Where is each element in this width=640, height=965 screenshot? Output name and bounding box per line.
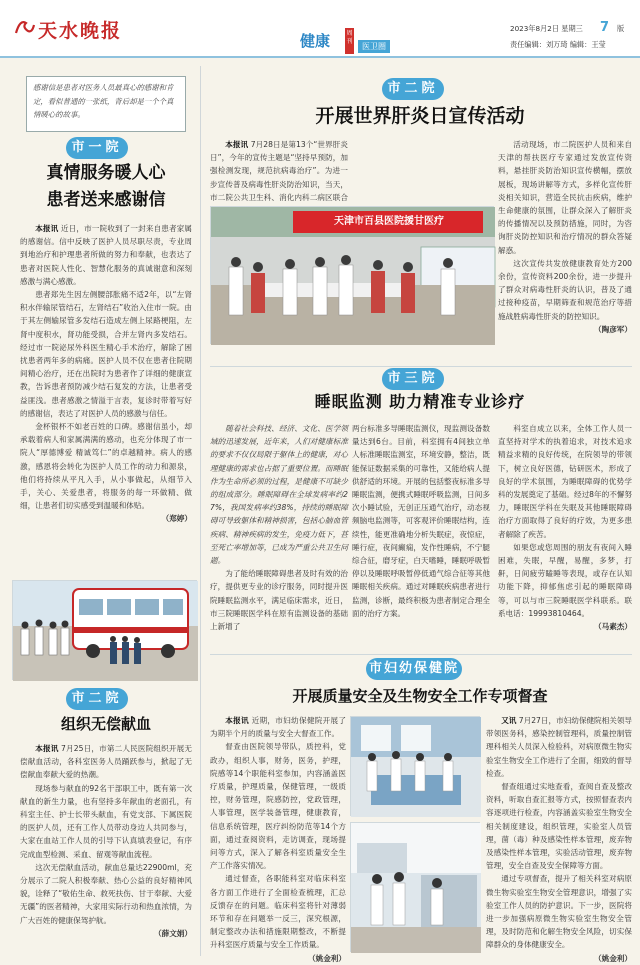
- story1-lead: 本报讯: [35, 224, 59, 233]
- story3-col3: [498, 138, 632, 370]
- story1-p1: 近日，市一院收到了一封来自患者家属的感谢信。信中反映了医护人员尽职尽责，专业周到地治疗和护理患者所做的努力和奉献，也表达了患者对医院人性化、智慧化服务的真诚谢意和深刻感激与满心感激。: [20, 224, 193, 286]
- story1-p3: 金杯银杯不如老百姓的口碑。感谢信虽小，却承载着病人和家属满满的感动，也充分体现了市一院人“厚德博爱 精诚笃仁”的卓越精神。病人的感激，感恩将会转化为医护人员工作的动力和源泉，他们将持续从平凡入手，从小事做起，从细节入手，关心、关爱患者，将服务的每一环做精、做细，让患者们切实感受到温暖和体贴。: [20, 422, 192, 511]
- story5-p4: 7月27日，市妇幼保健院相关领导带领医务科，感染控制管理科，质量控制管理科相关人员深入检验科，对病原微生物实验室生物安全工作进行了全面，细致的督导检查。: [486, 716, 633, 778]
- story3-col2: [352, 138, 490, 204]
- story2-photo: [12, 580, 197, 680]
- story5-photo-2: [350, 822, 480, 952]
- story1-kicker: 市一院: [66, 137, 128, 159]
- story2-kicker: 市二院: [66, 688, 128, 710]
- story4-p1: 为了能给睡眠障碍患者及时有效的治疗，提供更专业的诊疗服务，同时提升医院睡眠监测水平，满足临床需求，近日，市三院睡眠医学科在原有监测设备的基础上新增了: [210, 569, 348, 632]
- section-title: 健康: [300, 32, 331, 50]
- story2-headline: 组织无偿献血: [60, 715, 151, 733]
- weekly-badge: 周刊: [345, 28, 354, 54]
- story3-headline: 开展世界肝炎日宣传活动: [315, 105, 525, 127]
- story1-signature: （郑婷）: [161, 514, 192, 524]
- header-rule: [0, 56, 640, 58]
- issue-date: 2023年8月2日 星期三: [510, 24, 583, 33]
- story3-kicker: 市二院: [382, 78, 444, 100]
- story5-signature-2: （姚金利）: [594, 953, 632, 963]
- inspection-meeting-image: [351, 717, 481, 817]
- editor-credit: 责任编辑：刘万琦 编辑：王莹: [510, 40, 606, 49]
- story3-p2: 活动现场，市二院医护人员和来自天津的帮扶医疗专家通过发放宣传资料，悬挂肝炎防治知识宣传横幅，摆放展板，现场讲解等方式，多样化宣传肝炎相关知识，营造全民抗击疾病，维护生命健康的氛围，让群众深入了解肝炎的传播情况以及预防措施，同时，为咨询肝炎防控知识和治疗情况的群众答疑解惑。: [498, 140, 632, 255]
- story1-p2: 患者郑先生因左侧腰部胀痛不适2年，以“左肾积水伴输尿管结石，左肾结石”收治入住市一院。由于其左侧输尿管多发结石造成左侧上尿路梗阻，左肾中度积水，肾功能受损，合并左肾内多发结石。经过市一院泌尿外科医生精心手术治疗，解除了困扰患者两年多的病痛。医护人员不仅在患者住院期间精心治疗，还在出院时为患者作了详细的健康宣教，告诉患者预防减少结石复发的方法，让患者受益匪浅。患者感激之情溢于言表，复诊时带着写好的感谢信，表达了对医护人员的感激与信任。: [20, 290, 192, 418]
- blood-donation-bus-image: [13, 581, 198, 681]
- story1-body: [20, 222, 192, 560]
- story5-headline: 开展质量安全及生物安全工作专项督查: [292, 687, 548, 705]
- story2-signature: （薛文娟）: [154, 928, 192, 938]
- column-divider: [200, 66, 201, 956]
- story4-col3: [498, 422, 632, 650]
- story5-p1: 近期，市妇幼保健院开展了为期半个月的质量与安全大督查工作。: [210, 716, 347, 739]
- story4-headline: 睡眠监测 助力精准专业诊疗: [314, 392, 526, 411]
- story5-lead: 本报讯: [225, 716, 249, 725]
- column-tag: 医卫圈: [358, 40, 390, 53]
- story4-col1: [210, 422, 348, 650]
- story3-photo-banner: 天津市百县医院援甘医疗: [334, 216, 444, 227]
- story3-col1: [210, 138, 348, 204]
- story1-headline: [20, 160, 192, 214]
- story2-lead: 本报讯: [35, 744, 59, 753]
- story5-p2: 督查由医院领导带队，质控科，党政办，组织人事，财务，医务，护理，院感等14个职能科室参加，内容涵盖医疗质量，护理质量，保健管理，一级质控，财务管理，院感防控，党政管理，人事管理，医学装备管理，健康教育，信息系统管理，医疗纠纷防范等14个方面，通过查阅资料，走访调查，现场提问等方式，深入了解各科室质量安全生产工作落实情况。: [210, 742, 346, 871]
- story5-p5: 督查组通过实地查看，查阅自查及整改资料，听取自查汇报等方式，按照督查表内容逐项进行检查，内容涵盖实验室生物安全相关制度建设，组织管理，实验室人员管理，菌（毒）种及感染性样本管理，废弃物及感染性样本管理，实验活动管理，废弃物管理，安全自查及安全保障等方面。: [486, 782, 632, 871]
- story5-p3: 通过督查，各职能科室对临床科室各方面工作进行了全面检查梳理，汇总反馈存在的问题。临床科室将针对薄弱环节和存在问题举一反三，深究根源，制定整改办法和措施限期整改，不断提升科室医疗质量与安全工作质量。: [210, 874, 346, 950]
- story3-p1: 7月28日是第13个“世界肝炎日”，今年的宣传主题是“坚持早预防，加强检测发现，规范抗病毒治疗”。为进一步宣传普及病毒性肝炎防治知识，当天，市二院公共卫生科、消化内科二病区联合: [210, 140, 349, 202]
- story2-p2: 现场参与献血的92名干部职工中，既有第一次献血的新生力量，也有坚持多年献血的老面孔，有科室主任、护士长带头献血，有党支部、下属医院的医护人员，还有工作人员带动身边人共同参与，大家在血站工作人员的引导下认真填表登记，有序完成血型检测、采血、留观等献血流程。: [20, 783, 192, 859]
- story4-p4: 如果您或您周围的朋友有夜间入睡困难，失眠，早醒，易醒，多梦，打鼾，日间疲劳瞌睡等表现，或存在认知功能下降，抑郁焦虑引起的睡眠障碍等，可以与市三院睡眠医学科联系。联系电话：19993810464。: [498, 542, 632, 618]
- story3-photo: [210, 206, 494, 344]
- story-divider-2: [210, 654, 632, 655]
- story5-col3: [486, 714, 633, 963]
- story3-signature: （陶彦军）: [594, 324, 632, 334]
- story3-p3: 这次宣传共发放健康教育处方200余份，宣传资料200余份，进一步提升了群众对病毒性肝炎的认识，普及了通过接种疫苗，早期筛查和规范治疗等措施战胜病毒性肝炎的防控知识。: [498, 258, 632, 321]
- story1-headline-line1: 真情服务暖人心: [46, 163, 166, 183]
- story3-lead: 本报讯: [225, 140, 249, 149]
- story2-body: [20, 742, 192, 954]
- story4-p3: 科室自成立以来，全体工作人员一直坚持对学术的执着追求，对技术追求精益求精的良好传统，在院领导的带领下，树立良好医德，钻研医术，形成了良好的学术氛围，为睡眠障碍的优势学科的发展奠定了基础。经过8年的不懈努力，睡眠医学科在失眠及其他睡眠障碍治疗方面取得了良好的疗效，为更多患者解除了疾苦。: [498, 424, 632, 539]
- masthead-logo-icon: [14, 17, 36, 37]
- page-number: 7: [600, 20, 610, 35]
- story4-signature: （马素杰）: [594, 622, 632, 632]
- laboratory-inspection-image: [351, 823, 481, 953]
- story4-col2: 两台标准多导睡眠监测仪，现监测设备数量达到6台。目前，科室拥有4间独立单人标准睡眠监测室，环境安静，整洁，既能保证数据采集的可靠性，又能给病人提供舒适的环境。开展的包括整夜标准多导睡眠监测，便携式睡眠呼吸监测，日间多次小睡试验，无创正压通气治疗，动态视频脑电监测等，可客观评价睡眠结构，连续性，能更准确地分析失眠症，夜惊症，睡行症，夜间癫痫，发作性睡病，不宁腿综合征，磨牙症，白天嗜睡，睡眠呼吸暂停以及睡眠呼吸暂停低通气综合征等其他睡眠相关疾病。通过对睡眠疾病患者进行监测，诊断，最终积极为患者制定合理全面的治疗方案。: [352, 424, 490, 618]
- story5-lead-2: 又讯: [501, 716, 517, 725]
- story5-kicker: 市妇幼保健院: [366, 658, 462, 680]
- story5-photo-1: [350, 716, 480, 816]
- story4-kicker: 市三院: [382, 368, 444, 390]
- story5-p6: 通过专项督查，提升了相关科室对病原微生物实验室生物安全管理意识，增强了实验室工作人员的防护意识。下一步，医院将进一步加强病原微生物实验室生物安全管理，及时防范和化解生物安全风险，切实保障群众的身体健康安全。: [486, 874, 632, 950]
- story-divider: [210, 366, 632, 367]
- page-header: [0, 0, 640, 58]
- story2-p3: 这次无偿献血活动，献血总量达22900ml，充分展示了二院人积极奉献、热心公益的良好精神风貌，诠释了“敬佑生命、救死扶伤、甘于奉献、大爱无疆”的医者精神，大家用实际行动和热血浓情，为广大百姓的健康保驾护航。: [20, 862, 192, 925]
- story5-col1: [210, 714, 347, 963]
- story4-intro: 随着社会科技、经济、文化、医学领域的迅速发展，近年来，人们对健康标准的要求不仅仅局限于躯体上的健康，对心理健康的需求也占据了重要位置。而睡眠作为生命所必须的过程，是健康不可缺少的组成部分。睡眠障碍在全球发病率约27%，我国发病率约38%，持续的睡眠障碍可导致躯体和精神损害，包括心脑血管疾病、精神疾病的发生，免疫力低下，甚至死亡率增加等，已成为严重公共卫生问题。: [210, 424, 348, 566]
- page-number-label: 版: [617, 24, 625, 33]
- story2-p1: 7月25日，市第二人民医院组织开展无偿献血活动，各科室医务人员踊跃参与，掀起了无偿献血奉献大爱的热潮。: [20, 744, 192, 780]
- notice-box: 感谢信是患者对医务人员最真心的感谢和肯定，看似普通的一张纸，背后却是一个个真情暖心的故事。: [26, 76, 186, 132]
- story5-signature-1: （姚金利）: [308, 953, 346, 963]
- story1-headline-line2: 患者送来感谢信: [46, 190, 166, 210]
- masthead-title: 天水晚报: [38, 20, 123, 42]
